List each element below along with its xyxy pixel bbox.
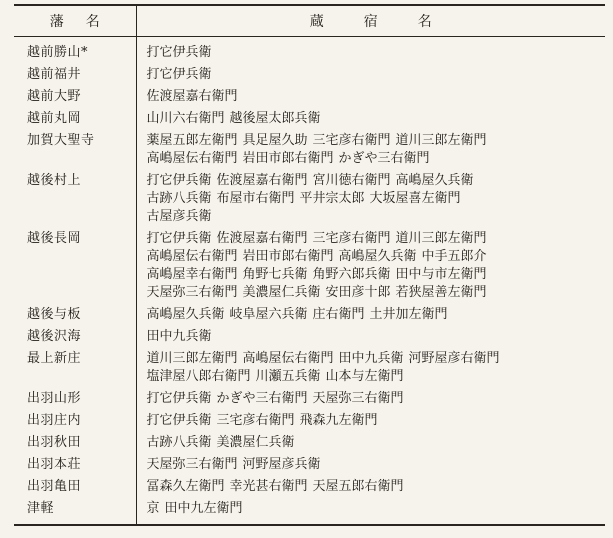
domain-name-cell: 越後長岡 xyxy=(14,226,136,302)
merchant-line xyxy=(147,66,606,84)
merchant-name: 天屋弥三右衛門 xyxy=(146,285,238,300)
merchant-name: 岩田市郎右衛門 xyxy=(242,151,334,166)
table-header xyxy=(14,5,605,37)
kura-yado-cell xyxy=(136,302,605,324)
domain-name-cell: 出羽庄内 xyxy=(14,408,136,430)
merchant-line xyxy=(147,350,606,368)
table-row xyxy=(14,430,605,452)
merchant-name: 高嶋屋幸右衛門 xyxy=(146,267,238,282)
table-body xyxy=(14,37,605,526)
table-row xyxy=(14,346,605,386)
merchant-line xyxy=(147,266,606,284)
merchant-name: 打它伊兵衛 xyxy=(146,391,212,406)
table-row xyxy=(14,474,605,496)
merchant-name: 河野屋彦右衛門 xyxy=(408,351,500,366)
merchant-name: 若狭屋善左衛門 xyxy=(395,285,487,300)
header-char: 藩 xyxy=(49,14,64,30)
domain-name-cell: 出羽山形 xyxy=(14,386,136,408)
kura-yado-cell xyxy=(136,474,605,496)
kura-yado-cell xyxy=(136,452,605,474)
kura-yado-cell xyxy=(136,430,605,452)
merchant-name: 古屋彦兵衛 xyxy=(146,209,212,224)
merchant-name: 道川三郎左衛門 xyxy=(395,231,487,246)
merchant-name: 中手五郎介 xyxy=(421,249,487,264)
merchant-name: 飛森九左衛門 xyxy=(299,413,378,428)
merchant-line xyxy=(147,150,606,168)
merchant-name: 天屋弥三右衛門 xyxy=(312,391,404,406)
table-row xyxy=(14,84,605,106)
merchant-line xyxy=(147,500,606,518)
merchant-name: 高嶋屋伝右衛門 xyxy=(242,351,334,366)
table-row xyxy=(14,106,605,128)
merchant-name: 角野六郎兵衛 xyxy=(312,267,391,282)
merchant-name: 角野七兵衛 xyxy=(242,267,308,282)
merchant-name: 山本与左衛門 xyxy=(325,369,404,384)
domain-name-cell: 越前勝山* xyxy=(14,37,136,63)
kura-yado-cell xyxy=(136,62,605,84)
merchant-name: 三宅彦右衛門 xyxy=(312,133,391,148)
table-row xyxy=(14,168,605,226)
merchant-name: 庄右衛門 xyxy=(312,307,365,322)
merchant-name: 田中与市左衛門 xyxy=(395,267,487,282)
domain-name-cell: 出羽本荘 xyxy=(14,452,136,474)
merchant-name: 三宅彦右衛門 xyxy=(312,231,391,246)
domain-name-cell: 越後村上 xyxy=(14,168,136,226)
merchant-line xyxy=(147,208,606,226)
merchant-line xyxy=(147,132,606,150)
merchant-name: 河野屋彦兵衛 xyxy=(242,457,321,472)
merchant-line xyxy=(147,88,606,106)
header-kura-yado-name xyxy=(136,5,605,37)
merchant-name: 安田彦十郎 xyxy=(325,285,391,300)
merchant-name: 美濃屋仁兵衛 xyxy=(242,285,321,300)
merchant-name: 田中九左衛門 xyxy=(164,501,243,516)
merchant-name: 三宅彦右衛門 xyxy=(216,413,295,428)
table-row xyxy=(14,37,605,63)
table-row xyxy=(14,496,605,525)
merchant-name: 道川三郎左衛門 xyxy=(146,351,238,366)
table-row xyxy=(14,324,605,346)
header-char: 蔵 xyxy=(309,14,324,30)
merchant-line xyxy=(147,248,606,266)
merchant-name: 薬屋五郎左衛門 xyxy=(146,133,238,148)
kura-yado-cell xyxy=(136,226,605,302)
merchant-line xyxy=(147,172,606,190)
merchant-line xyxy=(147,230,606,248)
domain-name-cell: 最上新庄 xyxy=(14,346,136,386)
merchant-name: 岐阜屋六兵衛 xyxy=(229,307,308,322)
merchant-line xyxy=(147,456,606,474)
merchant-line xyxy=(147,390,606,408)
merchant-line xyxy=(147,284,606,302)
kura-yado-cell xyxy=(136,106,605,128)
merchant-name: 具足屋久助 xyxy=(242,133,308,148)
kura-yado-cell xyxy=(136,168,605,226)
header-han-name xyxy=(14,5,136,37)
merchant-name: 田中九兵衛 xyxy=(338,351,404,366)
kura-yado-cell xyxy=(136,496,605,525)
merchant-name: 古跡八兵衛 xyxy=(146,435,212,450)
kura-yado-cell xyxy=(136,386,605,408)
table-row xyxy=(14,386,605,408)
merchant-name: 宮川徳右衛門 xyxy=(312,173,391,188)
domain-name-cell: 越前丸岡 xyxy=(14,106,136,128)
merchant-line xyxy=(147,44,606,62)
merchant-name: 塩津屋八郎右衛門 xyxy=(146,369,251,384)
domain-name-cell: 加賀大聖寺 xyxy=(14,128,136,168)
domain-name-cell: 出羽秋田 xyxy=(14,430,136,452)
kura-yado-cell xyxy=(136,408,605,430)
domain-name-cell: 越前大野 xyxy=(14,84,136,106)
merchant-name: 布屋市右衛門 xyxy=(216,191,295,206)
merchant-name: 高嶋屋久兵衛 xyxy=(146,307,225,322)
merchant-name: 冨森久左衛門 xyxy=(146,479,225,494)
merchant-line xyxy=(147,190,606,208)
merchant-line xyxy=(147,306,606,324)
domain-name-cell: 越後沢海 xyxy=(14,324,136,346)
merchant-line xyxy=(147,478,606,496)
merchant-name: 打它伊兵衛 xyxy=(146,413,212,428)
merchant-name: 高嶋屋久兵衛 xyxy=(338,249,417,264)
merchant-name: 山川六右衛門 xyxy=(146,111,225,126)
table-row xyxy=(14,452,605,474)
kura-yado-cell xyxy=(136,346,605,386)
merchant-name: 佐渡屋嘉右衛門 xyxy=(216,231,308,246)
merchant-name: 川瀬五兵衛 xyxy=(255,369,321,384)
header-char: 名 xyxy=(85,14,100,30)
merchant-name: 道川三郎左衛門 xyxy=(395,133,487,148)
merchant-name: 打它伊兵衛 xyxy=(146,173,212,188)
table-row xyxy=(14,226,605,302)
merchant-line xyxy=(147,368,606,386)
header-char: 宿 xyxy=(363,14,378,30)
table-row xyxy=(14,128,605,168)
merchant-name: かぎや三右衛門 xyxy=(338,151,430,166)
merchant-name: かぎや三右衛門 xyxy=(216,391,308,406)
kura-yado-cell xyxy=(136,324,605,346)
domain-name-cell: 越後与板 xyxy=(14,302,136,324)
table-row xyxy=(14,62,605,84)
merchant-line xyxy=(147,412,606,430)
kura-yado-cell xyxy=(136,84,605,106)
merchant-name: 高嶋屋伝右衛門 xyxy=(146,249,238,264)
kura-yado-cell xyxy=(136,37,605,63)
domain-name-cell: 津軽 xyxy=(14,496,136,525)
merchant-name: 土井加左衛門 xyxy=(369,307,448,322)
merchant-name: 佐渡屋嘉右衛門 xyxy=(216,173,308,188)
merchant-name: 幸光甚右衛門 xyxy=(229,479,308,494)
merchant-line xyxy=(147,328,606,346)
merchant-name: 平井宗太郎 xyxy=(299,191,365,206)
merchant-name: 京 xyxy=(146,501,160,516)
domain-name-cell: 出羽亀田 xyxy=(14,474,136,496)
merchant-name: 打它伊兵衛 xyxy=(146,231,212,246)
domain-name-cell: 越前福井 xyxy=(14,62,136,84)
merchant-line xyxy=(147,110,606,128)
kura-yado-table xyxy=(14,4,605,526)
table-row xyxy=(14,302,605,324)
merchant-name: 佐渡屋嘉右衛門 xyxy=(146,89,238,104)
merchant-name: 田中九兵衛 xyxy=(146,329,212,344)
merchant-name: 打它伊兵衛 xyxy=(146,45,212,60)
merchant-name: 美濃屋仁兵衛 xyxy=(216,435,295,450)
merchant-line xyxy=(147,434,606,452)
table-row xyxy=(14,408,605,430)
merchant-name: 大坂屋喜左衛門 xyxy=(369,191,461,206)
merchant-name: 越後屋太郎兵衛 xyxy=(229,111,321,126)
merchant-name: 天屋五郎右衛門 xyxy=(312,479,404,494)
kura-yado-cell xyxy=(136,128,605,168)
merchant-name: 打它伊兵衛 xyxy=(146,67,212,82)
header-char: 名 xyxy=(417,14,432,30)
merchant-name: 天屋弥三右衛門 xyxy=(146,457,238,472)
merchant-name: 古跡八兵衛 xyxy=(146,191,212,206)
merchant-name: 岩田市郎右衛門 xyxy=(242,249,334,264)
merchant-name: 高嶋屋伝右衛門 xyxy=(146,151,238,166)
merchant-name: 高嶋屋久兵衛 xyxy=(395,173,474,188)
